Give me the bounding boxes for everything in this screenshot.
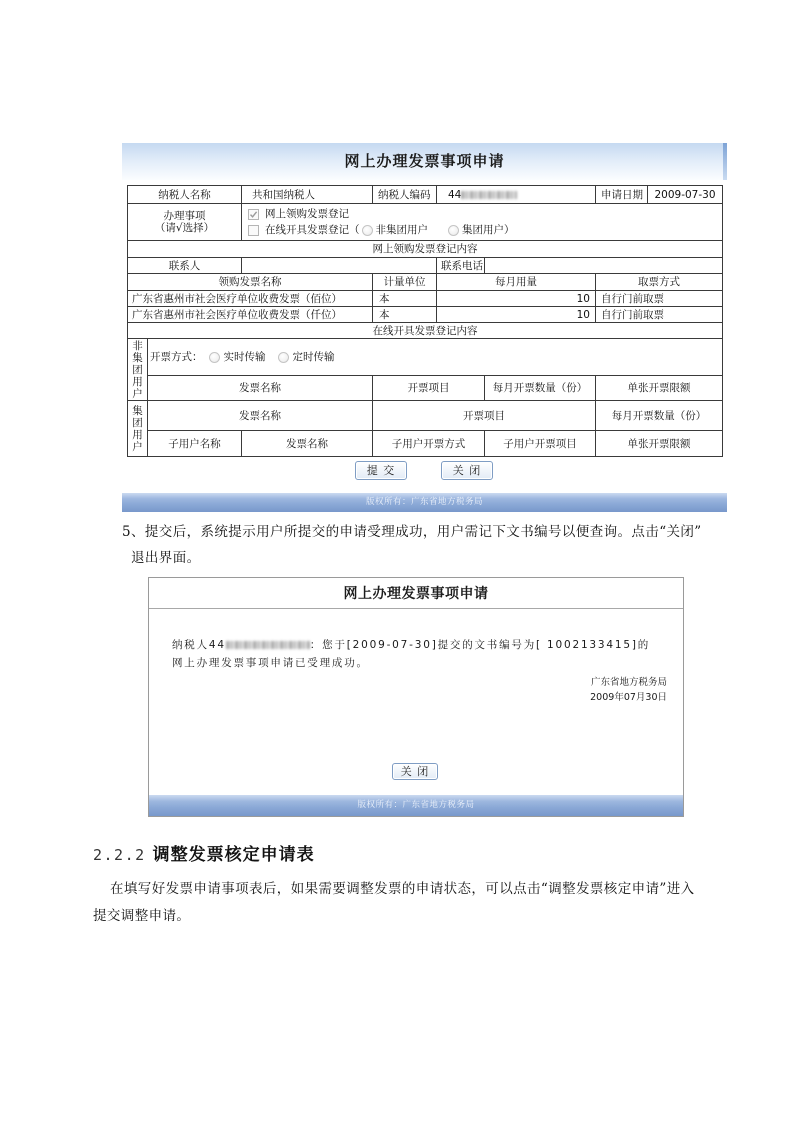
column-header: 每月开票数量（份） [596,401,723,431]
matter-hint: （请√选择） [154,222,215,234]
invoice-name-cell: 广东省惠州市社会医疗单位收费发票（仟位） [128,307,373,323]
table-row [128,339,723,376]
purchase-registration-label: 网上领购发票登记 [265,208,349,220]
matter-label-cell [128,204,242,241]
column-header: 计量单位 [373,274,437,291]
apply-date-label: 申请日期 [596,186,648,204]
column-header: 单张开票限额 [596,376,723,401]
table-row [128,258,723,274]
group-user-label: 集团用户） [462,224,515,236]
purchase-registration-checkbox[interactable] [248,209,259,220]
matter-options-cell [242,204,723,241]
table-row [128,204,723,241]
column-header: 每月开票数量（份） [485,376,596,401]
unit-cell: 本 [373,307,437,323]
copyright-bar [122,493,727,512]
form-header [122,143,727,180]
pickup-method-cell: 自行门前取票 [596,291,723,307]
online-issue-option [244,222,720,238]
message-prefix: 纳税人 [172,639,209,651]
phone-input[interactable] [485,258,723,274]
pickup-method-cell: 自行门前取票 [596,307,723,323]
matter-label: 办理事项 [163,210,206,222]
purchase-registration-option [244,206,720,222]
header-edge-strip [723,143,727,180]
close-button[interactable]: 关 闭 [441,461,493,480]
message-body: ：您于[2009-07-30]提交的文书编号为[ 1002133415]的 [309,639,651,651]
monthly-quantity-cell: 10 [437,291,596,307]
scheduled-transmit-label: 定时传输 [292,351,335,363]
column-header: 发票名称 [148,401,373,431]
issue-date: 2009年07月30日 [590,692,667,703]
table-row [128,307,723,323]
column-header: 每月用量 [437,274,596,291]
invoice-name-cell: 广东省惠州市社会医疗单位收费发票（佰位） [128,291,373,307]
non-group-user-radio[interactable] [362,225,373,236]
column-header: 领购发票名称 [128,274,373,291]
column-header: 子用户名称 [148,431,242,457]
redacted-taxpayer-id [226,641,310,649]
dialog-close-button[interactable]: 关 闭 [392,763,438,780]
non-group-user-label: 非集团用户 [375,224,428,236]
dialog-title: 网上办理发票事项申请 [343,586,489,602]
taxpayer-name-label: 纳税人名称 [128,186,242,204]
table-header-row [128,401,723,431]
section-paragraph-line2: 提交调整申请。 [93,908,191,924]
issue-mode-cell [148,339,723,376]
step5-text-line1: 5、提交后，系统提示用户所提交的申请受理成功，用户需记下文书编号以便查询。点击“关闭” [122,524,702,540]
online-issue-checkbox[interactable] [248,225,259,236]
online-issue-label: 在线开具发票登记（ [265,224,360,236]
taxpayer-code-cell [437,186,596,204]
taxpayer-id-prefix: 44 [208,639,226,651]
contact-label: 联系人 [128,258,242,274]
phone-label: 联系电话 [437,258,485,274]
taxpayer-code-value: 44 [448,188,462,201]
success-message-line1 [172,638,650,652]
application-table [127,185,723,457]
copyright-text: 版权所有：广东省地方税务局 [365,497,483,507]
section-online-heading: 在线开具发票登记内容 [128,323,723,339]
success-dialog-screenshot [148,577,684,817]
section-number: 2.2.2 [93,846,146,864]
unit-cell: 本 [373,291,437,307]
dialog-copyright-bar [149,795,683,816]
group-user-radio[interactable] [448,225,459,236]
form-title: 网上办理发票事项申请 [344,152,505,170]
column-header: 发票名称 [242,431,373,457]
monthly-quantity-cell: 10 [437,307,596,323]
column-header: 子用户开票方式 [373,431,485,457]
column-header: 子用户开票项目 [485,431,596,457]
realtime-transmit-label: 实时传输 [223,351,266,363]
table-row [128,323,723,339]
table-header-row [128,431,723,457]
section-paragraph-line1: 在填写好发票申请事项表后，如果需要调整发票的申请状态，可以点击“调整发票核定申请”进入 [110,881,695,897]
success-message-line2: 网上办理发票事项申请已受理成功。 [172,657,369,669]
redacted-taxpayer-code [461,191,517,199]
issuer-name: 广东省地方税务局 [590,677,667,688]
table-row [128,186,723,204]
column-header: 单张开票限额 [596,431,723,457]
invoice-application-form-screenshot [122,143,727,512]
issue-mode-label: 开票方式： [150,351,203,363]
column-header: 开票项目 [373,401,596,431]
scheduled-transmit-radio[interactable] [278,352,289,363]
section-heading [93,845,315,865]
section-purchase-heading: 网上领购发票登记内容 [128,241,723,258]
submit-button[interactable]: 提 交 [355,461,407,480]
table-row [128,241,723,258]
section-title: 调整发票核定申请表 [152,845,315,865]
table-row [128,291,723,307]
non-group-user-vertical-label: 非集团用户 [128,339,148,401]
step5-text-line2: 退出界面。 [131,550,201,566]
apply-date-value: 2009-07-30 [648,186,723,204]
column-header: 取票方式 [596,274,723,291]
taxpayer-name-value: 共和国纳税人 [242,186,373,204]
taxpayer-code-label: 纳税人编码 [373,186,437,204]
dialog-divider [149,608,683,609]
column-header: 开票项目 [373,376,485,401]
group-user-vertical-label: 集团用户 [128,401,148,457]
column-header: 发票名称 [148,376,373,401]
dialog-copyright-text: 版权所有：广东省地方税务局 [357,800,475,810]
table-header-row [128,274,723,291]
table-header-row [128,376,723,401]
issue-mode-options [150,349,720,365]
checkmark-icon [249,210,258,219]
realtime-transmit-radio[interactable] [209,352,220,363]
contact-input[interactable] [242,258,437,274]
